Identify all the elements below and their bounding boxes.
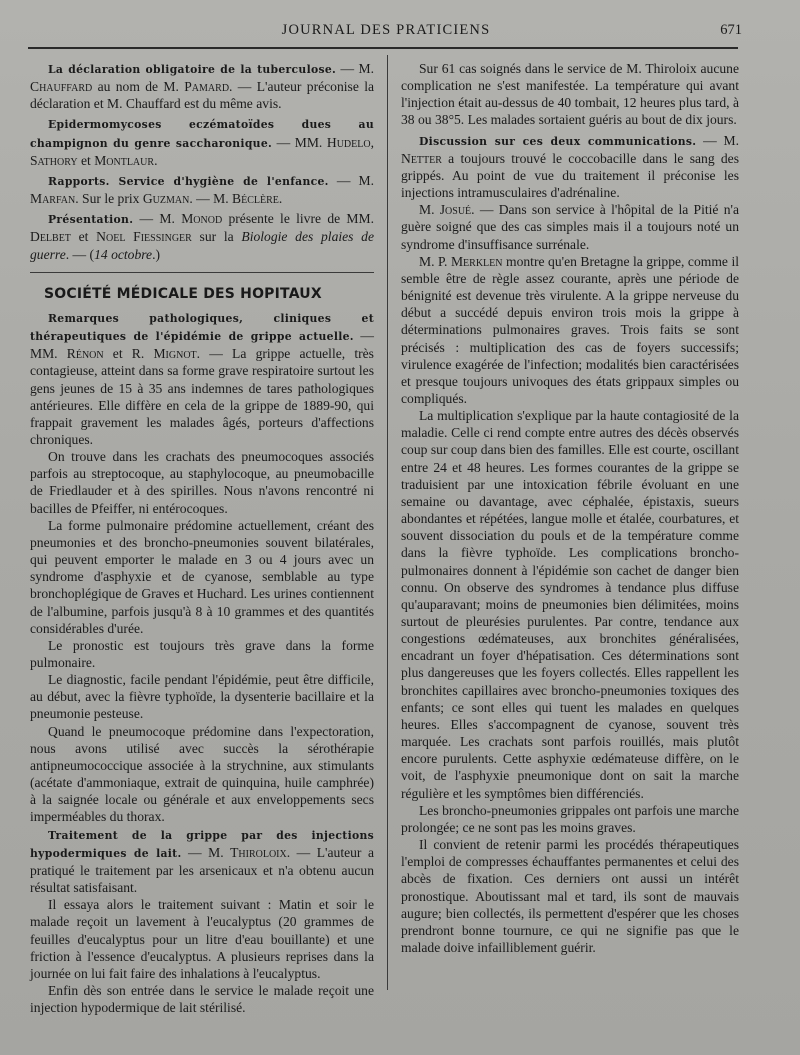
text: présente le livre de MM. [222,211,375,227]
paragraph-presentation [30,210,374,262]
text: et [77,152,95,168]
text: au nom de M. [92,79,185,95]
runin-heading: Discussion sur ces deux communications. [419,134,697,148]
paragraph-discussion [401,132,739,202]
body-paragraph: Il essaya alors le traitement suivant : Matin et soir le malade reçoit un lavement à l'eucalyptus (20 grammes de feuilles d'eucalyptus pour un litre d'eau bouillante) et une friction à l'essence d'eucalyptus. A plusieurs reprises dans la journée on lui fait faire des inhalations à l'eucalyptus. [30,897,374,981]
right-column [401,60,739,956]
author-name: Marfan [30,191,76,207]
paragraph-josue [401,201,739,252]
author-name: Monod [181,211,223,227]
author-name: Noel Fiessinger [96,229,192,245]
author-name: Sathory [30,152,78,168]
body-paragraph: Le diagnostic, facile pendant l'épidémie, peut être difficile, au début, avec la fièvre typhoïde, la dysenterie bacillaire et la pneumonie pesteuse. [30,672,374,722]
left-column [30,60,374,1016]
runin-heading: Rapports. Service d'hygiène de l'enfance. [48,174,329,188]
page-number: 671 [720,22,742,38]
text: et R. [103,346,154,362]
text: . — L'auteur a pratiqué le traitement par les arsenicaux et n'a obtenu aucun résultat satisfaisant. [30,844,374,896]
section-separator [30,272,374,273]
runin-heading: Présentation. [48,213,134,227]
text: — M. [328,172,374,188]
author-name: Delbet [30,229,71,245]
author-name: Josué [439,202,472,218]
author-name: Mignot [153,346,197,362]
text: a toujours trouvé le coccobacille dans le sang des grippés. Au point de vue du traitement il préconise les injections intramusculaires d'adrénaline. [401,150,739,201]
paragraph-rapports [30,172,374,207]
text: — M. [133,211,182,227]
text: , [370,134,374,150]
text: M. [419,202,440,218]
body-paragraph: Sur 61 cas soignés dans le service de M. Thiroloix aucune complication ne s'est manifestée. La température qui avant l'injection était au-dessus de 40 tombait, 12 heures plus tard, à 38 ou 38°5. Les malades sortaient guéris au bout de dix jours. [401,61,739,128]
author-name: Rénon [66,346,104,362]
book-title: Biologie des plaies de guerre [30,229,375,262]
author-name: Béclère [232,191,279,207]
paragraph-epidermomycoses [30,115,374,168]
body-paragraph: On trouve dans les crachats des pneumocoques associés parfois au streptocoque, au staphylocoque, au pneumobacille de Friedlauder et à des spirilles. Nous n'avons rencontré ni bacilles de Pfeiffer, ni entérocoques. [30,449,374,516]
text: . [154,152,158,168]
running-header [30,22,742,46]
text: sur la [191,229,242,245]
text: — M. [696,132,739,148]
body-paragraph: Le pronostic est toujours très grave dans la forme pulmonaire. [30,637,374,670]
text: — M. [336,61,374,76]
text: . Sur le prix [75,191,143,207]
journal-title: JOURNAL DES PRATICIENS [281,22,491,38]
author-name: Hudelo [326,134,371,150]
author-name: Chauffard [30,79,93,95]
runin-heading: Remarques pathologiques, cliniques et thérapeutiques de l'épidémie de grippe actuelle. [30,311,374,344]
runin-heading: La déclaration obligatoire de la tuberculose. [48,63,337,76]
runin-heading: Epidermomycoses eczématoïdes dues au champignon du genre saccharonique. [30,118,374,150]
paragraph-merklen [401,253,739,407]
text: M. P. [419,253,451,269]
runin-heading: Traitement de la grippe par des injections hypodermiques de lait. [30,828,374,860]
body-paragraph: La forme pulmonaire prédomine actuellement, créant des pneumonies et des broncho-pneumonies souvent bilatérales, qui peuvent emporter le malade en 3 ou 4 jours avec un syndrome d'asphyxie et de cyanose, semblable au type bronchoplégique de Graves et Huchard. Les urines contiennent de l'albumine, parfois jusqu'à 8 à 10 grammes et des quantités considérables d'urée. [30,517,374,636]
body-paragraph: Il convient de retenir parmi les procédés thérapeutiques l'emploi de compresses échauffantes permanentes et celui des abcès de fixation. Ces derniers ont aussi un intérêt pronostique. Aboutissant mal et tard, ils sont de mauvais augure; bien collectés, ils permettent d'espérer que les choses prendront bonne tournure, ce qui ne signifie pas que le malade doive infailliblement guérir. [401,837,739,955]
text: — MM. [30,328,374,362]
text: .) [152,246,161,262]
author-name: Netter [401,150,442,166]
text: . — ( [65,246,95,262]
author-name: Montlaur [94,152,155,168]
author-name: Thiroloix [230,844,287,860]
text: . [278,191,283,207]
body-paragraph: Enfin dès son entrée dans le service le malade reçoit une injection hypodermique de lait stérilisé. [30,982,374,1016]
header-rule [28,47,738,49]
text: — M. [181,844,231,860]
text: . — Dans son service à l'hôpital de la Pitié n'a guère soigné que des cas simples mais il a toujours noté un syndrome d'insuffisance surrénale. [401,202,739,252]
column-divider [387,55,388,990]
date: 14 octobre [94,246,153,262]
text: — MM. [272,134,327,150]
body-paragraph: Quand le pneumocoque prédomine dans l'expectoration, nous avons utilisé avec succès la sérothérapie antipneumococcique associée à la strychnine, aux stimulants (acétate d'ammoniaque, extrait de quinquina, huile camphrée) à la saignée locale ou générale et aux enveloppements secs imperméables du thorax. [30,723,374,825]
author-name: Merklen [450,253,503,269]
section-heading: SOCIÉTÉ MÉDICALE DES HOPITAUX [44,285,322,302]
body-paragraph: La multiplication s'explique par la haute contagiosité de la maladie. Celle ci rend compte entre autres des décès observés coup sur coup dans bien des familles. Elle est courte, oscillant entre 24 et 48 heures. Les formes courantes de la grippe se traduisient par une intoxication fébrile évoluant en une semaine ou davantage, avec céphalée, épistaxis, sueurs abondantes et répétées, langue molle et étalée, courbatures, et souvent dissociation du pouls et de la température comme dans la fièvre typhoïde. Les complications broncho-pulmonaires donnent à l'épidémie son cachet de danger bien connu. On observe des syndromes à tendance plus diffuse qu'auparavant; moins de pneumonies bien délimitées, moins surtout de pleurésies purulentes. Par contre, tendance aux congestions œdémateuses, aux bronchites généralisées, encadrant un foyer d'hépatisation. Ces déterminations sont plus dangereuses que les foyers collectés. Elles rappellent les bronchites capillaires avec broncho-pneumonies toxiques des enfants; ce sont elles qui tuent les malades en quelques heures. Elles s'accompagnent de cyanose, souvent très marquée. Les crachats sont parfois rouillés, mais plutôt encore purulents. Cette asphyxie œdémateuse diffère, on le voit, de l'asphyxie pneumonique dont on sait la marche régulière et les symptômes bien différenciés. [401,408,739,801]
paragraph-tuberculose [30,60,374,112]
paragraph-traitement [30,826,374,897]
author-name: Pamard [184,79,230,95]
text: montre qu'en Bretagne la grippe, comme il semble être de règle assez courante, après une période de bénignité est devenue très virulente. A la grippe nerveuse du début a succédé depuis environ trois mois la grippe à déterminations pulmonaires graves. Trois faits se sont précisés : multiplication des cas de foyers successifs; virulence exagérée de l'infection; modalités bien caractérisées et presque toujours univoques des états grippaux simples ou compliqués. [401,253,740,406]
text: . — La grippe actuelle, très contagieuse, atteint dans sa forme grave respiratoire surtout les gens jeunes de 15 à 35 ans indemnes de tares pathologiques antérieures. Elle diffère en cela de la grippe de 1889-90, qui frappait gravement les malades âgés, porteurs d'affections chroniques. [30,346,374,447]
text: et [70,229,97,245]
body-paragraph: Les broncho-pneumonies grippales ont parfois une marche prolongée; ce ne sont pas les moins graves. [401,802,739,835]
text: . — M. [189,191,233,207]
text: . — L'auteur préconise la déclaration et M. Chauffard est du même avis. [30,79,375,112]
paragraph-remarques [30,309,374,448]
author-name: Guzman [142,191,190,207]
